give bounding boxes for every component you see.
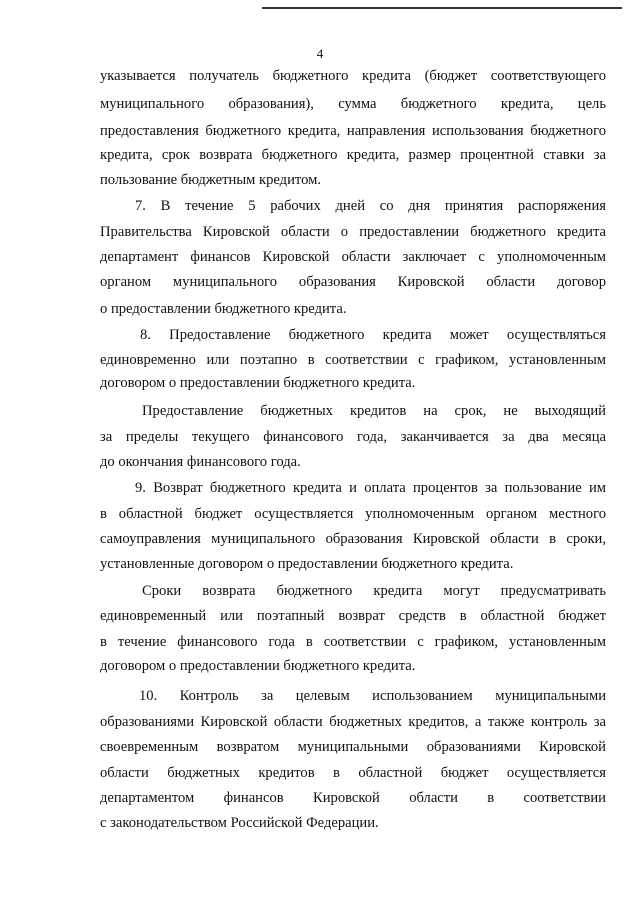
text-line: муниципального образования), сумма бюджетного кредита, цель: [100, 96, 606, 112]
text-line: 7. В течение 5 рабочих дней со дня принятия распоряжения: [135, 198, 606, 214]
text-line: единовременно или поэтапно в соответствии с графиком, установленным: [100, 352, 606, 368]
text-line: департаментом финансов Кировской области в соответствии: [100, 790, 606, 806]
text-line: установленные договором о предоставлении бюджетного кредита.: [100, 556, 514, 572]
text-line: договором о предоставлении бюджетного кредита.: [100, 375, 416, 391]
text-line: 8. Предоставление бюджетного кредита может осуществляться: [140, 327, 606, 343]
text-line: в областной бюджет осуществляется уполномоченным органом местного: [100, 506, 606, 522]
text-line: указывается получатель бюджетного кредита (бюджет соответствующего: [100, 68, 606, 84]
text-line: 9. Возврат бюджетного кредита и оплата процентов за пользование им: [135, 480, 606, 496]
text-line: области бюджетных кредитов в областной бюджет осуществляется: [100, 765, 606, 781]
text-line: о предоставлении бюджетного кредита.: [100, 301, 347, 317]
text-line: в течение финансового года в соответствии с графиком, установленным: [100, 634, 606, 650]
text-line: образованиями Кировской области бюджетных кредитов, а также контроль за: [100, 714, 606, 730]
text-line: Правительства Кировской области о предоставлении бюджетного кредита: [100, 224, 606, 240]
text-line: договором о предоставлении бюджетного кредита.: [100, 658, 416, 674]
scan-border-line: [262, 7, 622, 9]
text-line: кредита, срок возврата бюджетного кредита, размер процентной ставки за: [100, 147, 606, 163]
text-line: Сроки возврата бюджетного кредита могут предусматривать: [142, 583, 606, 599]
text-line: органом муниципального образования Кировской области договор: [100, 274, 606, 290]
text-line: Предоставление бюджетных кредитов на срок, не выходящий: [142, 403, 606, 419]
page-number: 4: [316, 46, 324, 61]
text-line: единовременный или поэтапный возврат средств в областной бюджет: [100, 608, 606, 624]
text-line: за пределы текущего финансового года, заканчивается за два месяца: [100, 429, 606, 445]
text-line: департамент финансов Кировской области заключает с уполномоченным: [100, 249, 606, 265]
text-line: с законодательством Российской Федерации.: [100, 815, 379, 831]
text-line: своевременным возвратом муниципальными образованиями Кировской: [100, 739, 606, 755]
text-line: самоуправления муниципального образования Кировской области в сроки,: [100, 531, 606, 547]
text-line: предоставления бюджетного кредита, направления использования бюджетного: [100, 123, 606, 139]
text-line: 10. Контроль за целевым использованием муниципальными: [139, 688, 606, 704]
text-line: до окончания финансового года.: [100, 454, 301, 470]
text-line: пользование бюджетным кредитом.: [100, 172, 322, 188]
